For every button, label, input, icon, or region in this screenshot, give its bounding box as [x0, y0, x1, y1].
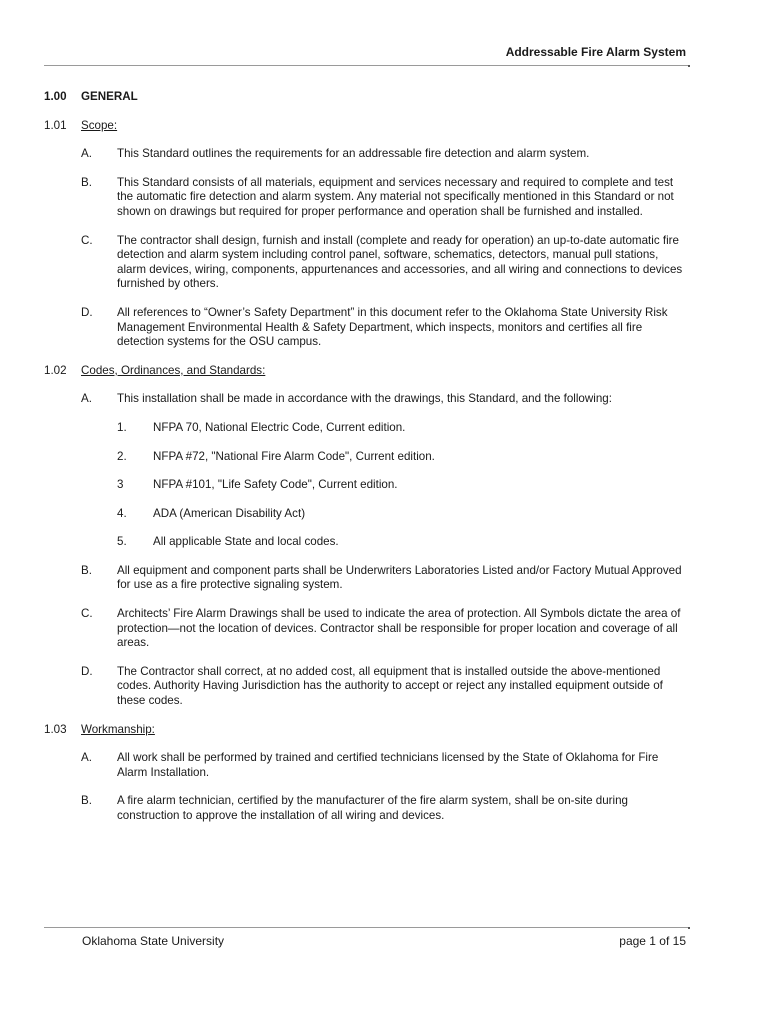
subsection-number: 1.02 — [44, 363, 67, 377]
item-text: Architects’ Fire Alarm Drawings shall be used to indicate the area of protection. All Symbols dictate the area of protection—not the location of devices. Contractor shall be responsible for proper location and coverage of all areas. — [117, 607, 681, 650]
header-title: Addressable Fire Alarm System — [505, 45, 686, 59]
list-item — [44, 147, 689, 162]
list-item — [44, 794, 689, 823]
numbered-item — [44, 450, 689, 465]
list-item — [44, 306, 689, 350]
item-number: 1. — [117, 420, 127, 434]
item-letter: B. — [81, 175, 92, 189]
list-item — [44, 665, 689, 709]
section-number: 1.00 — [44, 90, 67, 103]
numbered-item — [44, 478, 689, 493]
list-item — [44, 564, 689, 593]
list-item — [44, 751, 689, 780]
item-text: NFPA #72, "National Fire Alarm Code", Current edition. — [153, 449, 435, 463]
item-text: All references to “Owner’s Safety Department” in this document refer to the Oklahoma State University Risk Management Environmental Health & Safety Department, which inspects, monitors and certifies all fire detection systems for the OSU campus. — [117, 305, 668, 349]
item-letter: D. — [81, 305, 93, 319]
numbered-item — [44, 507, 689, 522]
document-body — [44, 90, 689, 824]
numbered-item — [44, 421, 689, 436]
item-text: A fire alarm technician, certified by the manufacturer of the fire alarm system, shall be on-site during construction to approve the installation of all wiring and devices. — [117, 794, 629, 822]
list-item — [44, 176, 689, 220]
numbered-item — [44, 535, 689, 550]
header-rule — [44, 65, 689, 66]
list-item — [44, 234, 689, 292]
item-text: All applicable State and local codes. — [153, 535, 339, 549]
footer-institution: Oklahoma State University — [82, 934, 225, 948]
subsection-heading-scope — [44, 119, 689, 134]
item-letter: C. — [81, 233, 93, 247]
item-text: This Standard consists of all materials, equipment and services necessary and required to complete and test the automatic fire detection and alarm system. Any material not specifically mentioned in this Standard or not shown on drawings but required for proper performance and operation shall be furnished and installed. — [117, 175, 674, 218]
item-text: ADA (American Disability Act) — [153, 506, 306, 520]
item-text: NFPA #101, "Life Safety Code", Current edition. — [153, 478, 398, 492]
list-item — [44, 392, 689, 407]
item-text: All equipment and component parts shall be Underwriters Laboratories Listed and/or Factory Mutual Approved for use as a fire protective signaling system. — [117, 563, 682, 592]
subsection-heading-workmanship — [44, 723, 689, 738]
list-item — [44, 607, 689, 651]
footer-rule — [44, 927, 689, 928]
item-letter: D. — [81, 664, 93, 678]
item-text: The Contractor shall correct, at no added cost, all equipment that is installed outside the above-mentioned codes. Authority Having Jurisdiction has the authority to accept or reject any installed equipment outside of these codes. — [117, 664, 663, 708]
subsection-title: Workmanship: — [81, 722, 155, 736]
subsection-number: 1.03 — [44, 722, 67, 736]
item-text: All work shall be performed by trained and certified technicians licensed by the State of Oklahoma for Fire Alarm Installation. — [117, 751, 659, 779]
item-number: 2. — [117, 449, 127, 463]
subsection-title: Codes, Ordinances, and Standards: — [81, 363, 266, 377]
section-title: GENERAL — [81, 90, 138, 103]
item-letter: C. — [81, 607, 93, 621]
item-number: 4. — [117, 506, 127, 520]
section-heading — [44, 90, 689, 105]
page-number: page 1 of 15 — [619, 934, 686, 948]
subsection-number: 1.01 — [44, 118, 67, 132]
subsection-title: Scope: — [81, 118, 118, 132]
item-number: 3 — [117, 478, 124, 492]
item-letter: B. — [81, 794, 92, 808]
item-letter: A. — [81, 751, 92, 765]
item-text: The contractor shall design, furnish and install (complete and ready for operation) an up-to-date automatic fire detection and alarm system including control panel, software, schematics, detectors, manual pull stations, alarm devices, wiring, components, appurtenances and accessories, and all wiring and connections to devices furnished by others. — [117, 233, 683, 291]
subsection-heading-codes — [44, 364, 689, 379]
item-text: This Standard outlines the requirements for an addressable fire detection and alarm system. — [117, 147, 590, 161]
item-number: 5. — [117, 535, 127, 549]
item-letter: A. — [81, 392, 92, 406]
item-text: NFPA 70, National Electric Code, Current edition. — [153, 420, 406, 434]
item-text: This installation shall be made in accordance with the drawings, this Standard, and the following: — [117, 392, 612, 406]
item-letter: B. — [81, 563, 92, 577]
item-letter: A. — [81, 147, 92, 161]
